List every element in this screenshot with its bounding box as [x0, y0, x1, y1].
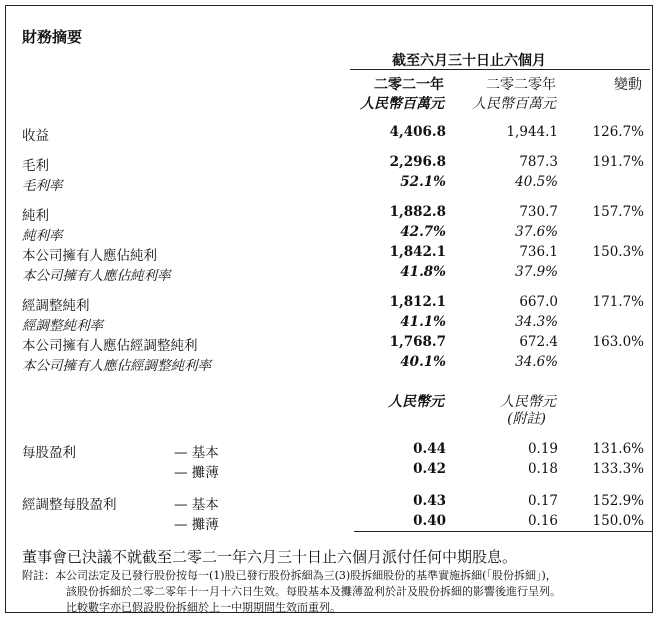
value-change: 171.7%	[592, 294, 644, 310]
period-header: 截至六月三十日止六個月	[392, 53, 546, 69]
eps-row	[6, 441, 654, 459]
eps-value-2021: 0.42	[413, 461, 446, 477]
value-change: 150.3%	[592, 244, 644, 260]
eps-value-change: 131.6%	[592, 441, 644, 457]
eps-value-2020: 0.17	[527, 493, 558, 509]
value-2020: 672.4	[519, 334, 558, 350]
eps-value-2020: 0.16	[527, 513, 558, 529]
row-label: 經調整純利	[22, 298, 90, 314]
table-row	[6, 264, 654, 282]
value-change: 126.7%	[592, 124, 644, 140]
section-title: 財務摘要	[22, 28, 83, 46]
eps-sub-label: — 攤薄	[174, 465, 219, 481]
table-row	[6, 154, 654, 172]
table-row	[6, 294, 654, 312]
row-label: 本公司擁有人應佔經調整純利	[22, 338, 198, 354]
eps-row	[6, 513, 654, 531]
table-bottom-rule	[354, 531, 652, 532]
eps-value-change: 133.3%	[592, 461, 644, 477]
col-2021-header: 二零二一年	[374, 77, 444, 93]
row-label: 本公司擁有人應佔純利	[22, 248, 157, 264]
table-row	[6, 174, 654, 192]
value-2021: 1,842.1	[389, 244, 446, 260]
note-line-2: 該股份拆細於二零二零年十一月十六日生效。每股基本及攤薄盈利於計及股份拆細的影響後進行呈列。	[66, 585, 561, 598]
value-2021: 52.1%	[400, 174, 446, 190]
row-label: 毛利	[22, 158, 49, 174]
eps-row	[6, 493, 654, 511]
value-change: 163.0%	[592, 334, 644, 350]
row-label: 毛利率	[22, 178, 63, 194]
value-2021: 40.1%	[400, 354, 446, 370]
value-2020: 40.5%	[515, 174, 558, 190]
eps-value-change: 152.9%	[592, 493, 644, 509]
eps-col-2020-unit: 人民幣元	[500, 394, 556, 410]
value-2020: 34.6%	[515, 354, 558, 370]
table-row	[6, 334, 654, 352]
value-2021: 1,812.1	[389, 294, 446, 310]
row-label: 經調整純利率	[22, 318, 103, 334]
eps-row	[6, 461, 654, 479]
eps-col-2021-unit: 人民幣元	[388, 394, 444, 410]
row-label: 本公司擁有人應佔經調整純利率	[22, 358, 211, 374]
note-line-1: 附註：本公司法定及已發行股份按每一(1)股已發行股份拆細為三(3)股拆細股份的基準實施拆細(「股份拆細」)，	[22, 569, 557, 582]
period-underline	[350, 69, 650, 70]
table-row	[6, 244, 654, 262]
eps-sub-label: — 基本	[174, 445, 219, 461]
dividend-statement: 董事會已決議不就截至二零二一年六月三十日止六個月派付任何中期股息。	[22, 548, 518, 566]
eps-label: 經調整每股盈利	[22, 497, 117, 513]
eps-value-2021: 0.40	[413, 513, 446, 529]
eps-value-2020: 0.18	[527, 461, 558, 477]
value-2021: 41.8%	[400, 264, 446, 280]
value-change: 157.7%	[592, 204, 644, 220]
eps-sub-label: — 基本	[174, 497, 219, 513]
value-2020: 34.3%	[515, 314, 558, 330]
col-change-header: 變動	[614, 77, 642, 93]
eps-value-change: 150.0%	[592, 513, 644, 529]
value-change: 191.7%	[592, 154, 644, 170]
value-2021: 41.1%	[400, 314, 446, 330]
row-label: 純利率	[22, 228, 63, 244]
value-2020: 667.0	[519, 294, 558, 310]
eps-value-2021: 0.44	[413, 441, 446, 457]
col-2020-unit: 人民幣百萬元	[472, 96, 556, 112]
financial-summary-panel	[5, 5, 653, 613]
table-row	[6, 224, 654, 242]
row-label: 純利	[22, 208, 49, 224]
value-2020: 37.9%	[515, 264, 558, 280]
table-row	[6, 314, 654, 332]
row-label: 本公司擁有人應佔純利率	[22, 268, 171, 284]
eps-value-2020: 0.19	[527, 441, 558, 457]
table-row	[6, 354, 654, 372]
row-label: 收益	[22, 128, 49, 144]
table-row	[6, 204, 654, 222]
note-line-3: 比較數字亦已假設股份拆細於上一中期期間生效而重列。	[66, 601, 341, 614]
value-2021: 1,768.7	[389, 334, 446, 350]
value-2020: 730.7	[519, 204, 558, 220]
eps-label: 每股盈利	[22, 445, 76, 461]
table-row	[6, 124, 654, 142]
value-2021: 1,882.8	[389, 204, 446, 220]
col-2021-unit: 人民幣百萬元	[360, 96, 444, 112]
value-2021: 2,296.8	[389, 154, 446, 170]
eps-sub-label: — 攤薄	[174, 517, 219, 533]
col-2020-header: 二零二零年	[486, 77, 556, 93]
value-2021: 42.7%	[400, 224, 446, 240]
eps-restated-note: (附註)	[507, 411, 546, 427]
value-2020: 787.3	[519, 154, 558, 170]
value-2020: 1,944.1	[506, 124, 558, 140]
value-2020: 37.6%	[515, 224, 558, 240]
value-2020: 736.1	[519, 244, 558, 260]
eps-value-2021: 0.43	[413, 493, 446, 509]
value-2021: 4,406.8	[389, 124, 446, 140]
